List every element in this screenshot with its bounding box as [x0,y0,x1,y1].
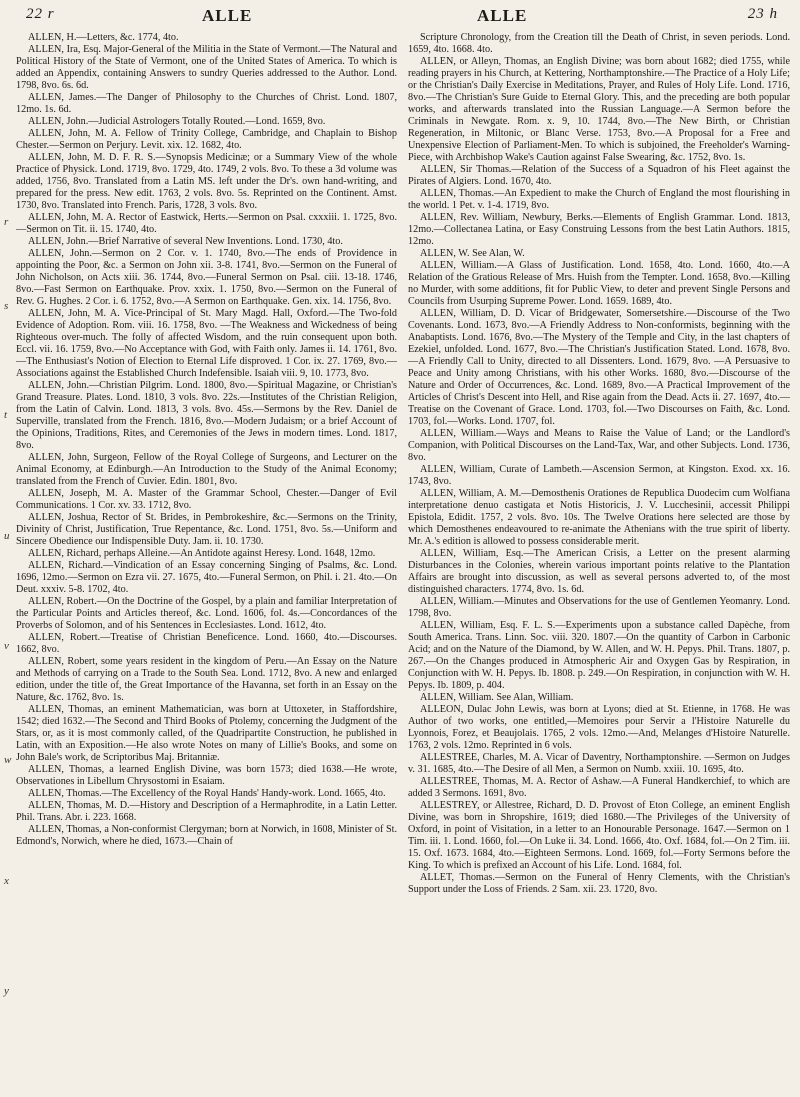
left-column [16,32,397,1090]
bibliography-entry: ALLEN, Robert, some years resident in the kingdom of Peru.—An Essay on the Nature and Methods of carrying on a Trade to the South Sea. Lond. 1712, 8vo. A new and enlarged edition, under the title of, the Great Importance of the Havanna, set forth in an Essay on the Nature, &c. 1762, 8vo. 1s. [16,656,397,703]
bibliography-entry: ALLEN, John.—Christian Pilgrim. Lond. 1800, 8vo.—Spiritual Magazine, or Christian's Grand Treasure. Plates. Lond. 1810, 3 vols. 8vo. 22s.—Institutes of the Christian Religion, from the Latin of Calvin. Lond. 1813, 3 vols. 8vo. 45s.—Sermons by the Rev. Daniel de Superville, translated from the French. 1816, 8vo.—Modern Judaism; or a brief Account of the Opinions, Traditions, Rites, and Ceremonies of the Jews in modern times. Lond. 1817, 8vo. [16,380,397,451]
bibliography-entry: ALLEN, John.—Judicial Astrologers Totally Routed.—Lond. 1659, 8vo. [28,116,326,127]
bibliography-entry: ALLEN, Robert.—Treatise of Christian Beneficence. Lond. 1660, 4to.—Discourses. 1662, 8vo. [16,632,397,655]
bibliography-entry: ALLEN, William, Esq.—The American Crisis, a Letter on the present alarming Disturbances in the Colonies, wherein various important points relative to the Plantation Affairs are brought into discussion, as well as several persons adverted to, of the most distinguished characters. 1774, 8vo. 1s. 6d. [408,548,790,595]
bibliography-entry: ALLEN, or Alleyn, Thomas, an English Divine; was born about 1682; died 1755, while reading prayers in his Church, at Kettering, Northamptonshire.—The Practice of a Holy Life; or the Christian's Daily Exercise in Meditations, Prayer, and Rules of Holy Life. Lond. 1716, 8vo.—The Christian's Sure Guide to Eternal Glory. This, and the preceding are both popular works, and afterwards translated into the Russian Language.—A Sermon before the Criminals in Newgate. Rom. x. 9, 10. 1744, 8vo.—The New Birth, or Christian Regeneration, in Miltonic, or Blanc Verse. 1753, 8vo.—A Proposal for a Free and Unexpensive Election of Parliament-Men. To which is subjoined, the Freeholder's Warning-Piece, with Archbishop Wake's Caution against False Swearing, &c. 1752, 8vo. 1s. [408,56,790,163]
bibliography-entry: ALLEN, Thomas, a Non-conformist Clergyman; born at Norwich, in 1608, Minister of St. Edmond's, Norwich, where he died, 1673.—Chain of [16,824,397,847]
bibliography-entry: ALLEN, Rev. William, Newbury, Berks.—Elements of English Grammar. Lond. 1813, 12mo.—Collectanea Latina, or Easy Construing Lessons from the best Latin Authors. 1815, 12mo. [408,212,790,247]
bibliography-entry: ALLEN, Thomas.—An Expedient to make the Church of England the most flourishing in the world. 1 Pet. v. 1-4. 1719, 8vo. [408,188,790,211]
margin-letter: t [4,409,8,421]
bibliography-entry: ALLEN, Thomas, an eminent Mathematician, was born at Uttoxeter, in Staffordshire, 1542; died 1632.—The Second and Third Books of Ptolemy, concerning the Judgment of the Stars, or, as it is most commonly called, of the Quadripartite Construction, he published in Latin, with an Exposition.—He also wrote Notes on many of Lillie's Books, and some on John Bale's work, de Scriptoribus Maj. Britanniæ. [16,704,397,763]
bibliography-entry: ALLEN, John.—Brief Narrative of several New Inventions. Lond. 1730, 4to. [28,236,343,247]
bibliography-entry: ALLEN, William. See Alan, William. [420,692,574,703]
bibliography-entry: ALLEN, Robert.—On the Doctrine of the Gospel, by a plain and familiar Interpretation of the Particular Points and Articles thereof, &c. Lond. 1606, fol. 4s.—Concordances of the Proverbs of Solomon, and of his Sentences in Ecclesiastes. Lond. 1612, 4to. [16,596,397,631]
bibliography-entry: ALLESTREY, or Allestree, Richard, D. D. Provost of Eton College, an eminent English Divine, was born in Shropshire, 1619; died 1680.—The Privileges of the University of Oxford, in point of Visitation, in a letter to an Honourable Personage. 1647.—Sermon on 1 Tim. iii. 1. Lond. 1660, fol.—On Luke ii. 34. Lond. 1666, 4to. Oxf. 1684, fol.—On 2 Tim. iii. 15. Oxf. 1673. 1684, 4to.—Eighteen Sermons. Lond. 1669, fol.—Forty Sermons before the King. To which is prefixed an Account of his Life. Lond. 1684, fol. [408,800,790,871]
bibliography-entry: ALLEN, John.—Sermon on 2 Cor. v. 1. 1740, 8vo.—The ends of Providence in appointing the Poor, &c. a Sermon on John xii. 3-8. 1741, 8vo.—Sermon on the Funeral of John Nicholson, on Acts xiii. 36. 1744, 8vo.—Funeral Sermon on Psal. ciii. 13-18. 1746, 8vo.—Fast Sermon on Earthquake. Prov. xxix. 1. 1750, 8vo.—Sermon on the Funeral of Rev. G. Hughes. 2 Cor. i. 6. 1752, 8vo.—A Sermon on Earthquake. Gen. xix. 14. 1756, 8vo. [16,248,397,307]
bibliography-entry: ALLET, Thomas.—Sermon on the Funeral of Henry Clements, with the Christian's Support under the Loss of Friends. 2 Sam. xii. 23. 1720, 8vo. [408,872,790,895]
bibliography-entry: ALLEN, William, D. D. Vicar of Bridgewater, Somersetshire.—Discourse of the Two Covenants. Lond. 1673, 8vo.—A Friendly Address to Non-conformists, beginning with the Anabaptists. Lond. 1676, 8vo.—The Mystery of the Temple and City, in the last chapters of Ezekiel, unfolded. Lond. 1677, 8vo.—The Christian's Justification Stated. Lond. 1678, 8vo. —A Friendly Call to Unity, directed to all Dissenters. Lond. 1679, 8vo. —A Persuasive to Peace and Unity among Christians, with his other Works. 1680, 8vo.—Discourse of the Nature and Order of Occurrences, &c. Lond. 1689, 8vo.—A Practical Improvement of the Articles of Christ's Descent into Hell, and Rise again from the Dead. Acts ii. 27. 1697, 4to.—Treatise on the Covenant of Grace. Lond. 1703, fol.—Two Discourses on Faith, &c. Lond. 1703, fol.—Works. Lond. 1707, fol. [408,308,790,427]
bibliography-entry: ALLESTREE, Charles, M. A. Vicar of Daventry, Northamptonshire. —Sermon on Judges v. 31. 1685, 4to.—The Desire of all Men, a Sermon on Numb. xxiii. 10. 1695, 4to. [408,752,790,775]
bibliography-entry: ALLEN, John, M. A. Fellow of Trinity College, Cambridge, and Chaplain to Bishop Chester.—Sermon on Perjury. Levit. xix. 12. 1682, 4to. [16,128,397,151]
bibliography-entry: ALLEN, John, M. A. Rector of Eastwick, Herts.—Sermon on Psal. cxxxiii. 1. 1725, 8vo.—Sermon on Tit. ii. 15. 1740, 4to. [16,212,397,235]
bibliography-entry: ALLEON, Dulac John Lewis, was born at Lyons; died at St. Etienne, in 1768. He was Author of two works, one entitled,—Memoires pour Servir a l'Histoire Naturelle du Lyonnois, Forez, et Beaujolais. 1765, 2 vols. 12mo.—And, Melanges d'Histoire Naturelle. 1763, 2 vols. 12mo. Reprinted in 6 vols. [408,704,790,751]
right-column [408,32,790,1090]
bibliography-entry: ALLEN, William, Curate of Lambeth.—Ascension Sermon, at Kingston. Exod. xx. 16. 1743, 8vo. [408,464,790,487]
bibliography-entry: ALLEN, William, Esq. F. L. S.—Experiments upon a substance called Dapèche, from South America. Trans. Linn. Soc. viii. 320. 1807.—On the quantity of Carbon in Carbonic Acid; and on the Nature of the Diamond, by W. Allen, and W. H. Pepys. Phil. Trans. 1807, p. 267.—On the Changes produced in Atmospheric Air and Oxygen Gas by Respiration, in Conjunction with W. H. Pepys. Ib. 1808. p. 249.—On Respiration, in conjunction with W. H. Pepys. Ib. 1809, p. 404. [408,620,790,691]
bibliography-entry: ALLEN, William.—Ways and Means to Raise the Value of Land; or the Landlord's Companion, with Political Discourses on the Land-Tax, War, and other Subjects. Lond. 1736, 8vo. [408,428,790,463]
column-title-left: ALLE [202,6,253,25]
running-header [22,4,778,26]
page-number-left: 22 r [26,6,55,22]
bibliography-entry: ALLEN, John, Surgeon, Fellow of the Royal College of Surgeons, and Lecturer on the Animal Economy, at Edinburgh.—An Introduction to the Study of the Animal Economy; translated from the French of Cuvier. Edin. 1801, 8vo. [16,452,397,487]
margin-letter: u [4,530,10,542]
bibliography-entry: ALLEN, Joseph, M. A. Master of the Grammar School, Chester.—Danger of Evil Communications. 1 Cor. xv. 33. 1712, 8vo. [16,488,397,511]
margin-letter: s [4,300,9,312]
bibliography-entry: ALLEN, W. See Alan, W. [420,248,525,259]
bibliography-entry: ALLEN, James.—The Danger of Philosophy to the Churches of Christ. Lond. 1807, 12mo. 1s. 6d. [16,92,397,115]
page-number-right: 23 h [747,6,778,22]
bibliography-entry: ALLEN, Thomas, a learned English Divine, was born 1573; died 1638.—He wrote, Observationes in Libellum Chrysostomi in Esaiam. [16,764,397,787]
margin-letter: y [4,985,9,997]
bibliography-entry: ALLEN, Thomas, M. D.—History and Description of a Hermaphrodite, in a Latin Letter. Phil. Trans. Abr. i. 223. 1668. [16,800,397,823]
bibliography-entry: ALLEN, John, M. D. F. R. S.—Synopsis Medicinæ; or a Summary View of the whole Practice of Physick. Lond. 1719, 8vo. 1729, 4to. 1749, 2 vols. 8vo. To these a 3d volume was added, 1756, 8vo. Translated from a Latin MS. left under the Dr's. own hand-writing, and prepared for the press. New edit. 1763, 2 vols. 8vo. 5s. Reprinted on the Continent. Amst. 1730, 8vo. Translated into French. Paris, 1728, 3 vols. 8vo. [16,152,397,211]
margin-letter: x [4,875,9,887]
bibliography-entry: ALLEN, William, A. M.—Demosthenis Orationes de Republica Duodecim cum Wolfiana interpretatione denuo castigata et Notis Historicis, J. V. Lucchesinii, accessit Philippi Epistola, Edidit. 1757, 2 vols. 8vo. 10s. The Twelve Orations here selected are those by which Demosthenes endeavoured to re-animate the Athenians with the true spirit of liberty. Mr. A.'s edition is allowed to possess considerable merit. [408,488,790,547]
bibliography-entry: Scripture Chronology, from the Creation till the Death of Christ, in seven periods. Lond. 1659, 4to. 1668. 4to. [408,32,790,55]
bibliography-entry: ALLEN, Joshua, Rector of St. Brides, in Pembrokeshire, &c.—Sermons on the Trinity, Divinity of Christ, Justification, True Repentance, &c. Lond. 1751, 8vo. 5s.—Uniform and Sincere Obedience our Indispensible Duty. Jam. ii. 10. 1730. [16,512,397,547]
margin-letter: r [4,216,9,228]
bibliography-entry: ALLEN, William.—Minutes and Observations for the use of Gentlemen Yeomanry. Lond. 1798, 8vo. [408,596,790,619]
bibliography-entry: ALLEN, Richard.—Vindication of an Essay concerning Singing of Psalms, &c. Lond. 1696, 12mo.—Sermon on Ezra vii. 27. 1675, 4to.—Funeral Sermon, on Phil. i. 21. 4to.—On Deut. xxxiv. 5-8. 1702, 4to. [16,560,397,595]
bibliography-entry: ALLEN, William.—A Glass of Justification. Lond. 1658, 4to. Lond. 1660, 4to.—A Relation of the Gratious Release of Mrs. Huish from the Tempter. Lond. 1658, 8vo.—Killing no Murder, with some additions, fit for Public View, to deter and prevent Single Persons and Councils from Usurping Supreme Power. Lond. 1659. 1689, 4to. [408,260,790,307]
column-title-right: ALLE [477,6,528,25]
bibliography-entry: ALLEN, Sir Thomas.—Relation of the Success of a Squadron of his Fleet against the Pirates of Algiers. Lond. 1670, 4to. [408,164,790,187]
margin-letter: v [4,640,9,652]
bibliography-entry: ALLESTREE, Thomas, M. A. Rector of Ashaw.—A Funeral Handkerchief, to which are added 3 Sermons. 1691, 8vo. [408,776,790,799]
bibliography-entry: ALLEN, Ira, Esq. Major-General of the Militia in the State of Vermont.—The Natural and Political History of the State of Vermont, one of the United States of America. To which is added an Appendix, containing Answers to sundry Queries addressed to the Author. Lond. 1798, 8vo. 6s. 6d. [16,44,397,91]
bibliography-entry: ALLEN, Richard, perhaps Alleine.—An Antidote against Heresy. Lond. 1648, 12mo. [28,548,376,559]
bibliography-entry: ALLEN, Thomas.—The Excellency of the Royal Hands' Handy-work. Lond. 1665, 4to. [28,788,386,799]
bibliography-entry: ALLEN, John, M. A. Vice-Principal of St. Mary Magd. Hall, Oxford.—The Two-fold Evidence of Adoption. Rom. viii. 16. 1758, 8vo. —The Weakness and Wickedness of being Righteous over-much. The folly of affected Wisdom, and the ruin consequent upon both. Eccl. vii. 16. 1759, 8vo.—No Acceptance with God, with Faith only. James ii. 14. 1761, 8vo.—The Enthusiast's Notion of Election to Eternal Life disproved. 1 Cor. ix. 27. 1769, 8vo.—Associations against the Established Church Indefensible. Isaiah viii. 9, 10. 1773, 8vo. [16,308,397,379]
bibliography-entry: ALLEN, H.—Letters, &c. 1774, 4to. [28,32,179,43]
margin-letter: w [4,754,12,766]
